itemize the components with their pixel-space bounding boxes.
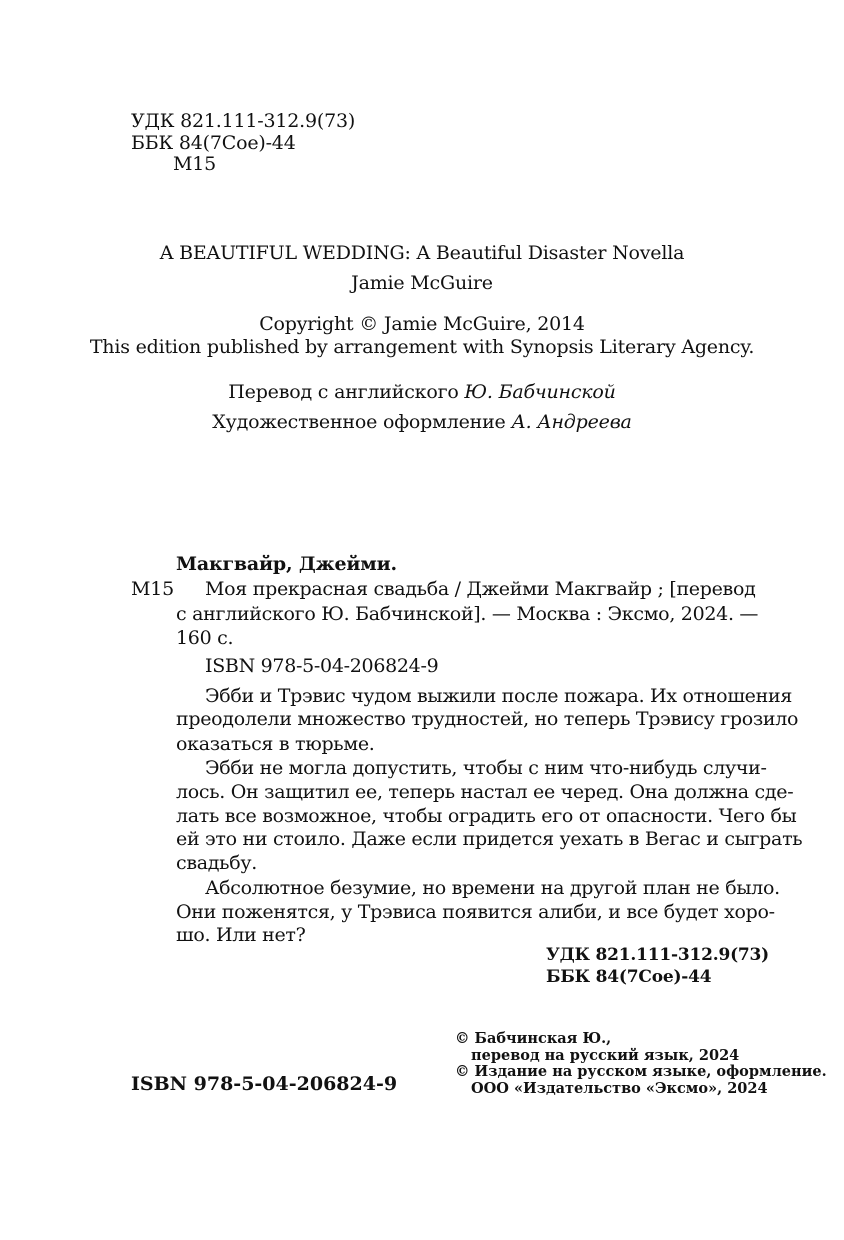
bottom-isbn: ISBN 978-5-04-206824-9 bbox=[131, 1073, 398, 1095]
footer-udk: УДК 821.111-312.9(73) bbox=[546, 945, 770, 965]
annotation-line: ей это ни стоило. Даже если придется уехать в Вегас и сыграть bbox=[176, 828, 803, 850]
header-udk: УДК 821.111-312.9(73) bbox=[131, 110, 356, 132]
annotation-line: шо. Или нет? bbox=[176, 924, 306, 946]
translator-name: Ю. Бабчинской bbox=[464, 381, 616, 403]
annotation-line: Эбби не могла допустить, чтобы с ним что-нибудь случи- bbox=[205, 757, 767, 779]
copyright-line: перевод на русский язык, 2024 bbox=[471, 1047, 740, 1064]
design-label: Художественное оформление bbox=[212, 411, 506, 433]
annotation-line: оказаться в тюрьме. bbox=[176, 733, 375, 755]
catalog-mark: М15 bbox=[131, 578, 175, 600]
catalog-entry-line: 160 с. bbox=[176, 627, 234, 649]
annotation-line: Эбби и Трэвис чудом выжили после пожара. Их отношения bbox=[205, 685, 793, 707]
header-bbk: ББК 84(7Сое)-44 bbox=[131, 132, 296, 154]
annotation-line: Они поженятся, у Трэвиса появится алиби, и все будет хоро- bbox=[176, 901, 775, 923]
copyright-line: © Издание на русском языке, оформление. bbox=[455, 1063, 827, 1080]
original-author: Jamie McGuire bbox=[351, 272, 493, 294]
original-copyright: Copyright © Jamie McGuire, 2014 bbox=[259, 313, 585, 335]
annotation-line: лать все возможное, чтобы оградить его от опасности. Чего бы bbox=[176, 805, 797, 827]
catalog-entry-line: с английского Ю. Бабчинской]. — Москва : Эксмо, 2024. — bbox=[176, 603, 759, 625]
design-credit bbox=[0, 411, 844, 433]
original-title: A BEAUTIFUL WEDDING: A Beautiful Disaster Novella bbox=[159, 242, 685, 264]
translation-credit bbox=[0, 381, 844, 403]
copyright-line: ООО «Издательство «Эксмо», 2024 bbox=[471, 1080, 768, 1097]
header-author-mark: М15 bbox=[173, 153, 217, 175]
designer-name: А. Андреева bbox=[511, 411, 632, 433]
annotation-line: лось. Он защитил ее, теперь настал ее черед. Она должна сде- bbox=[176, 781, 794, 803]
annotation-line: свадьбу. bbox=[176, 852, 257, 874]
annotation-line: преодолели множество трудностей, но теперь Трэвису грозило bbox=[176, 708, 799, 730]
publishing-note: This edition published by arrangement with Synopsis Literary Agency. bbox=[89, 336, 755, 358]
catalog-isbn: ISBN 978-5-04-206824-9 bbox=[205, 655, 439, 677]
catalog-entry-line: Моя прекрасная свадьба / Джейми Макгвайр ; [перевод bbox=[205, 578, 756, 600]
catalog-author-heading: Макгвайр, Джейми. bbox=[176, 553, 397, 575]
copyright-line: © Бабчинская Ю., bbox=[455, 1030, 612, 1047]
annotation-line: Абсолютное безумие, но времени на другой план не было. bbox=[205, 877, 780, 899]
translation-label: Перевод с английского bbox=[228, 381, 459, 403]
footer-bbk: ББК 84(7Сое)-44 bbox=[546, 967, 712, 987]
